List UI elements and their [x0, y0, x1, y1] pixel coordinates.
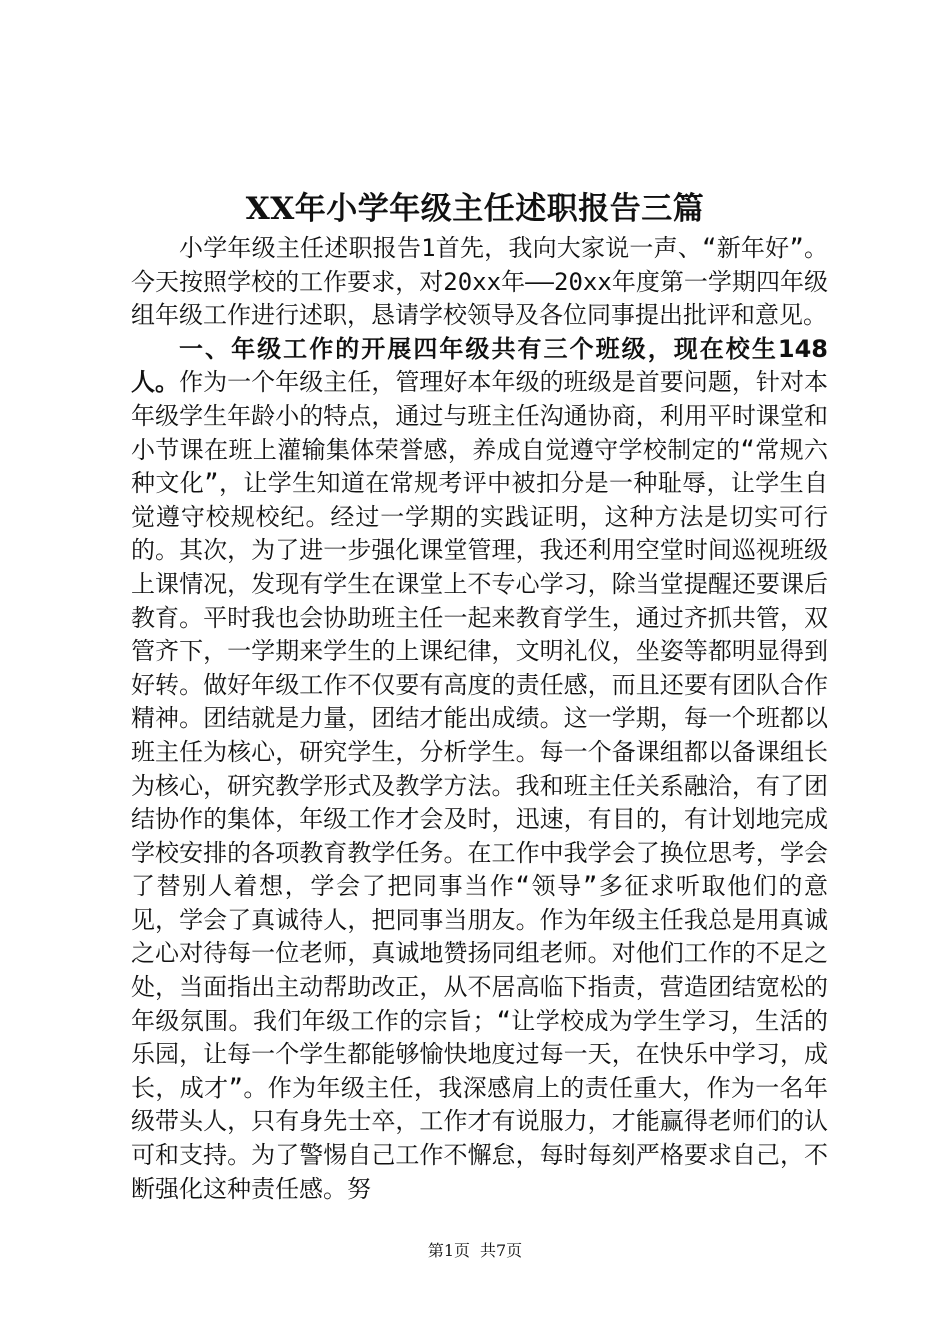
paragraph-text: 小学年级主任述职报告1首先，我向大家说一声、“新年好”。今天按照学校的工作要求，对20xx年——20xx年度第一学期四年级组年级工作进行述职，恳请学校领导及各位同事提出批评和意见。	[131, 234, 828, 330]
document-body	[131, 232, 828, 1206]
page-number: 第1页	[427, 1241, 470, 1260]
paragraph-intro	[131, 232, 828, 333]
page-footer	[0, 1240, 950, 1262]
paragraph-text: 作为一个年级主任，管理好本年级的班级是首要问题，针对本年级学生年龄小的特点，通过与班主任沟通协商，利用平时课堂和小节课在班上灌输集体荣誉感，养成自觉遵守学校制定的“常规六种文化”，让学生知道在常规考评中被扣分是一种耻辱，让学生自觉遵守校规校纪。经过一学期的实践证明，这种方法是切实可行的。其次，为了进一步强化课堂管理，我还利用空堂时间巡视班级上课情况，发现有学生在课堂上不专心学习，除当堂提醒还要课后教育。平时我也会协助班主任一起来教育学生，通过齐抓共管，双管齐下，一学期来学生的上课纪律，文明礼仪，坐姿等都明显得到好转。做好年级工作不仅要有高度的责任感，而且还要有团队合作精神。团结就是力量，团结才能出成绩。这一学期，每一个班都以班主任为核心，研究学生，分析学生。每一个备课组都以备课组长为核心，研究教学形式及教学方法。我和班主任关系融洽，有了团结协作的集体，年级工作才会及时，迅速，有目的，有计划地完成学校安排的各项教育教学任务。在工作中我学会了换位思考，学会了替别人着想，学会了把同事当作“领导”多征求听取他们的意见，学会了真诚待人，把同事当朋友。作为年级主任我总是用真诚之心对待每一位老师，真诚地赞扬同组老师。对他们工作的不足之处，当面指出主动帮助改正，从不居高临下指责，营造团结宽松的年级氛围。我们年级工作的宗旨；“让学校成为学生学习，生活的乐园，让每一个学生都能够愉快地度过每一天，在快乐中学习，成长，成才”。作为年级主任，我深感肩上的责任重大，作为一名年级带头人，只有身先士卒，工作才有说服力，才能赢得老师们的认可和支持。为了警惕自己工作不懈怠，每时每刻严格要求自己，不断强化这种责任感。努	[131, 368, 829, 1203]
section-heading: 一、年级工作的开展四年级共有三个班级，现在校生148人。	[131, 334, 828, 397]
page-total: 共7页	[480, 1241, 523, 1260]
paragraph-section-one	[131, 333, 828, 1206]
document-title: XX年小学年级主任述职报告三篇	[245, 191, 705, 227]
